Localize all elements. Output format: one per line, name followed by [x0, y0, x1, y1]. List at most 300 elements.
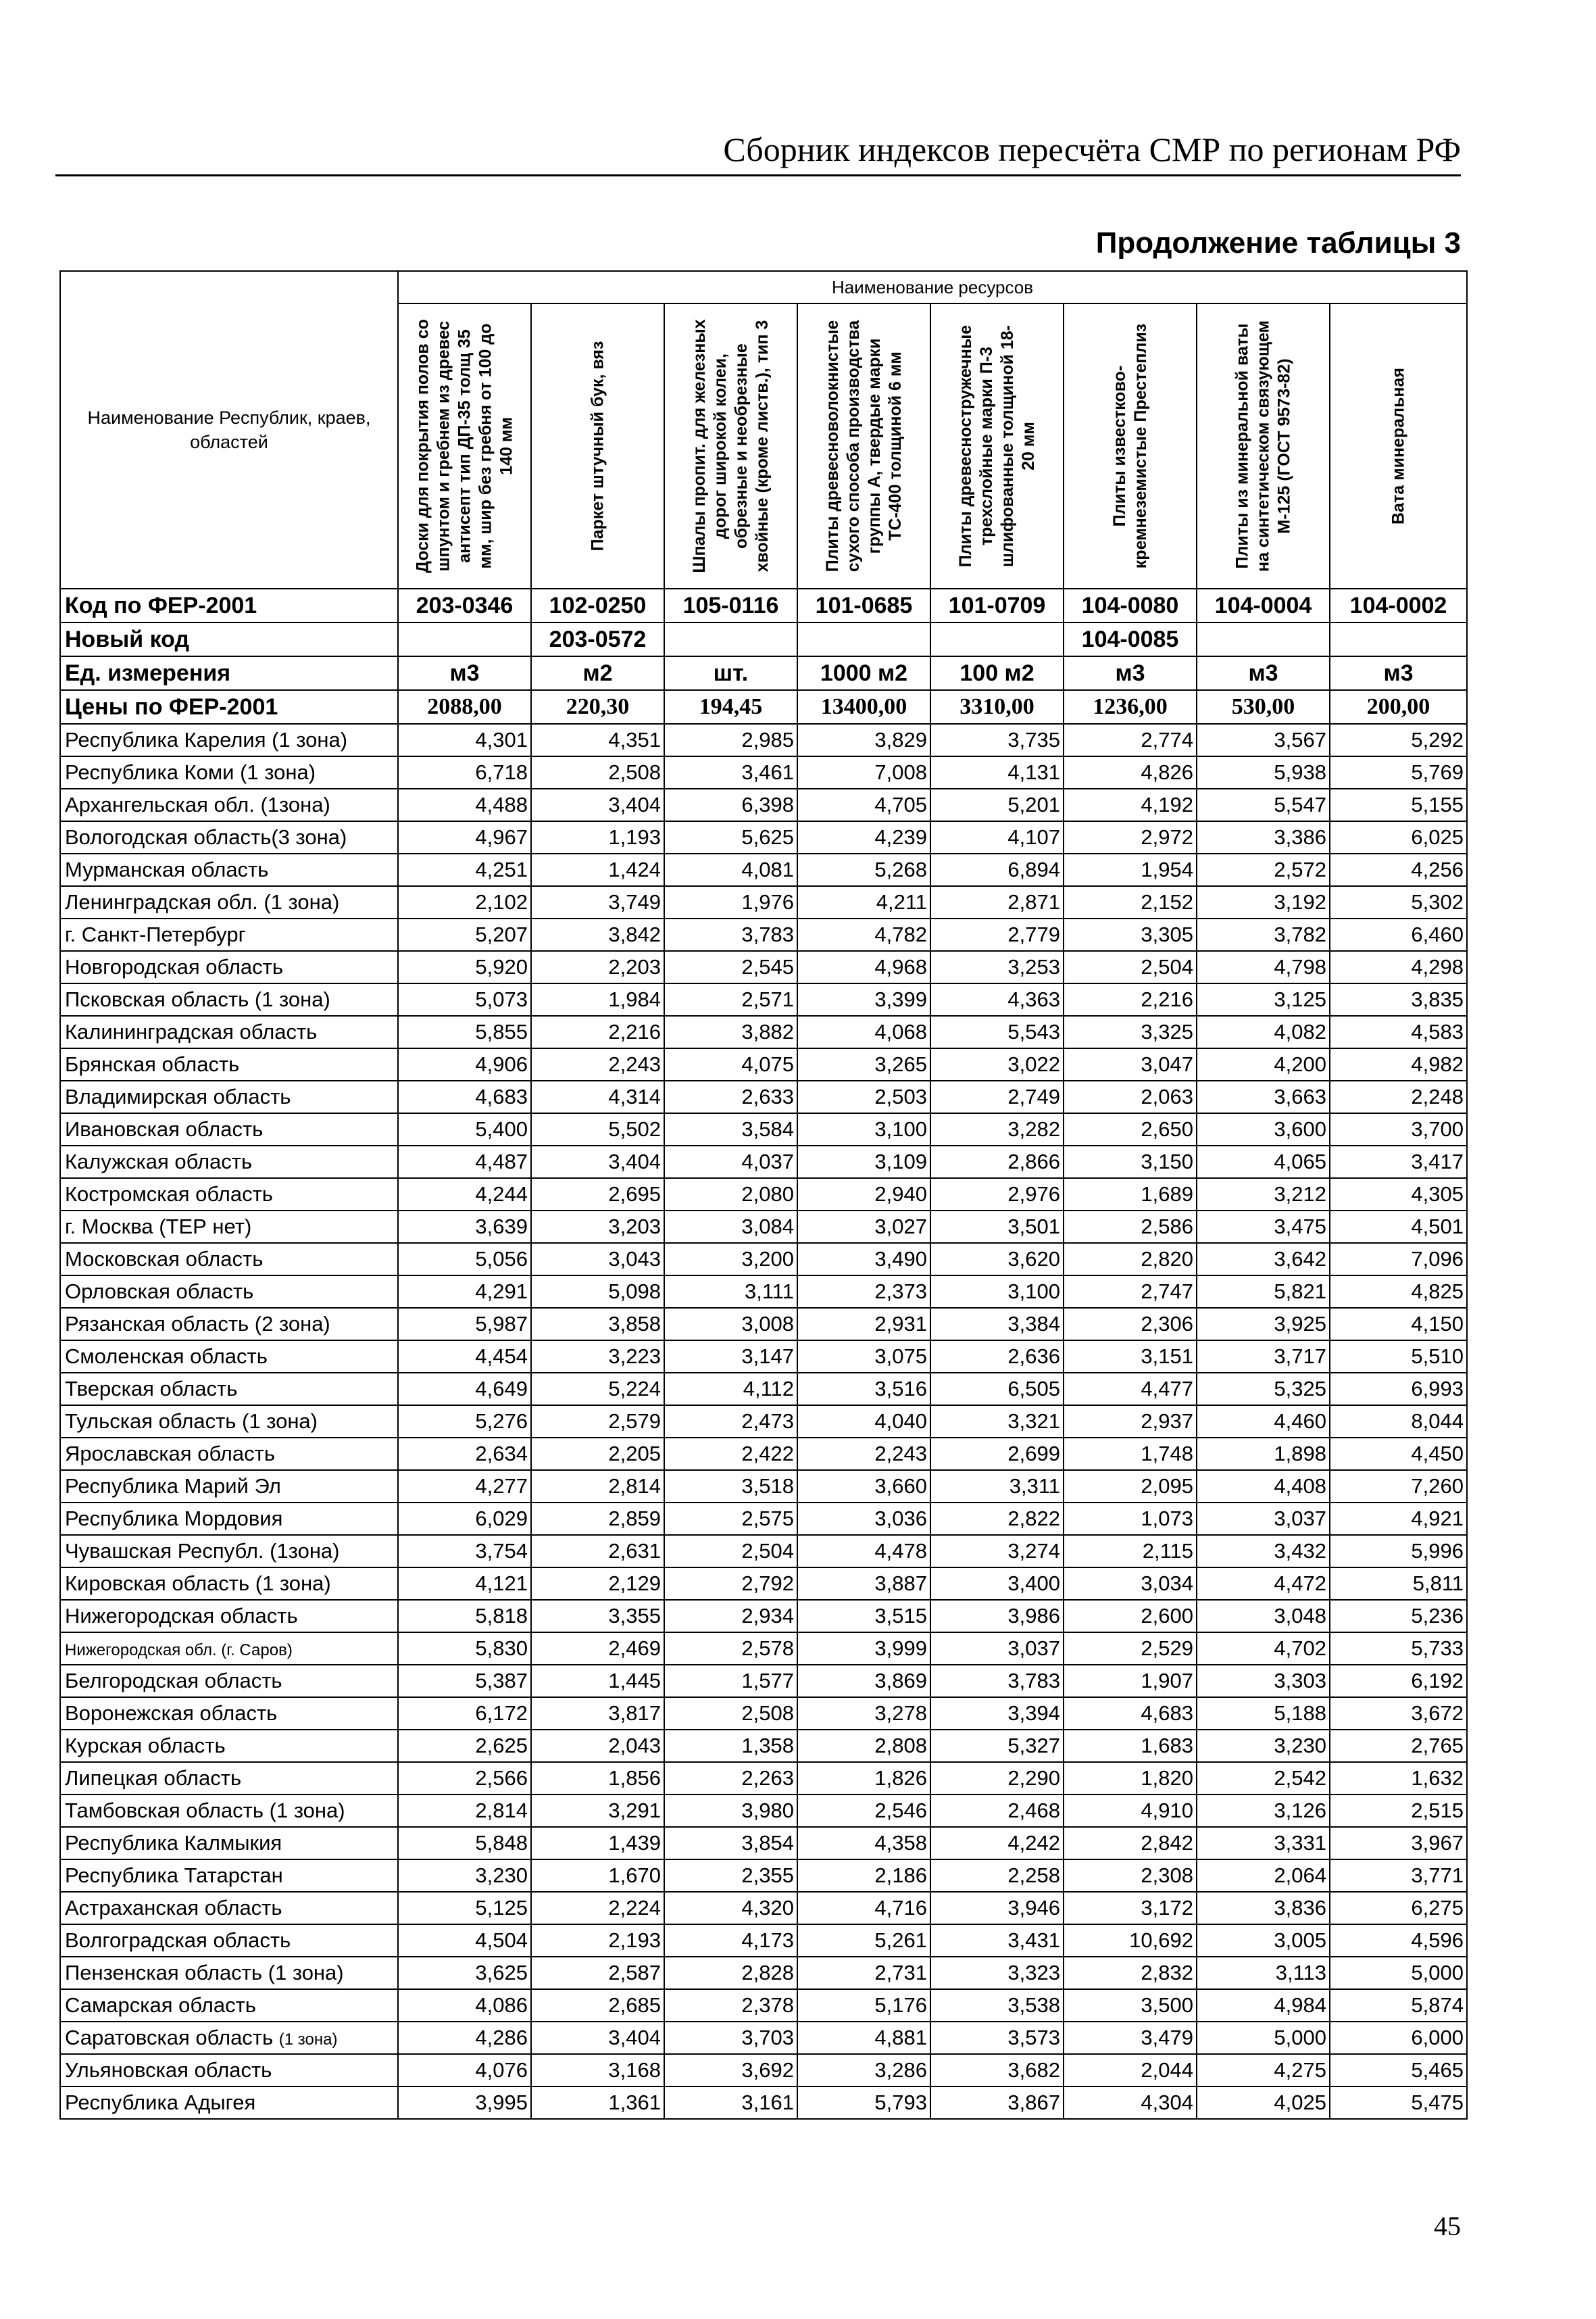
region-name-cell — [60, 1665, 398, 1697]
index-value-cell: 3,005 — [1197, 1924, 1330, 1957]
index-value-cell: 4,131 — [930, 756, 1064, 789]
index-value-cell: 2,193 — [531, 1924, 664, 1957]
region-name-cell — [60, 1113, 398, 1146]
index-value-cell: 2,378 — [664, 1989, 797, 2022]
index-value-cell: 2,203 — [531, 951, 664, 983]
index-table — [59, 270, 1468, 2120]
region-name-cell — [60, 756, 398, 789]
region-name-cell — [60, 1567, 398, 1600]
region-name-cell — [60, 1340, 398, 1373]
meta-cell — [1197, 623, 1330, 656]
region-name: Республика Марий Эл — [65, 1474, 281, 1498]
index-value-cell: 3,126 — [1197, 1795, 1330, 1827]
region-name: Курская область — [65, 1734, 226, 1757]
region-name-cell — [60, 1762, 398, 1795]
index-value-cell: 7,096 — [1330, 1243, 1467, 1275]
index-value-cell: 2,546 — [797, 1795, 930, 1827]
index-value-cell: 2,940 — [797, 1178, 930, 1211]
index-value-cell: 2,871 — [930, 886, 1064, 919]
table-row — [60, 1697, 1467, 1730]
index-value-cell: 3,265 — [797, 1048, 930, 1081]
meta-cell: 1000 м2 — [797, 656, 930, 690]
index-value-cell: 2,972 — [1064, 821, 1197, 854]
index-value-cell: 1,898 — [1197, 1438, 1330, 1470]
meta-cell: 13400,00 — [797, 690, 930, 724]
index-value-cell: 2,650 — [1064, 1113, 1197, 1146]
index-value-cell: 2,508 — [531, 756, 664, 789]
index-value-cell: 2,779 — [930, 919, 1064, 951]
region-name: Самарская область — [65, 1993, 256, 2017]
table-row — [60, 1178, 1467, 1211]
index-value-cell: 2,503 — [797, 1081, 930, 1113]
index-value-cell: 6,505 — [930, 1373, 1064, 1405]
index-value-cell: 7,008 — [797, 756, 930, 789]
index-value-cell: 2,422 — [664, 1438, 797, 1470]
index-value-cell: 3,212 — [1197, 1178, 1330, 1211]
region-name: г. Санкт-Петербург — [65, 923, 246, 946]
index-value-cell: 4,025 — [1197, 2086, 1330, 2119]
index-value-cell: 4,275 — [1197, 2054, 1330, 2086]
index-value-cell: 3,479 — [1064, 2022, 1197, 2054]
index-value-cell: 2,634 — [398, 1438, 531, 1470]
region-name: Нижегородская обл. (г. Саров) — [65, 1641, 293, 1659]
index-value-cell: 1,073 — [1064, 1503, 1197, 1535]
region-name: Белгородская область — [65, 1669, 282, 1692]
meta-cell: м3 — [1064, 656, 1197, 690]
index-value-cell: 3,854 — [664, 1827, 797, 1859]
region-name-cell — [60, 1211, 398, 1243]
index-value-cell: 5,830 — [398, 1632, 531, 1665]
index-value-cell: 5,224 — [531, 1373, 664, 1405]
index-value-cell: 5,155 — [1330, 789, 1467, 821]
index-value-cell: 3,111 — [664, 1275, 797, 1308]
index-value-cell: 6,172 — [398, 1697, 531, 1730]
index-value-cell: 4,408 — [1197, 1470, 1330, 1503]
table-row — [60, 1892, 1467, 1924]
table-row — [60, 1730, 1467, 1762]
index-value-cell: 2,828 — [664, 1957, 797, 1989]
table-row — [60, 1308, 1467, 1340]
index-value-cell: 3,817 — [531, 1697, 664, 1730]
index-value-cell: 4,244 — [398, 1178, 531, 1211]
index-value-cell: 5,387 — [398, 1665, 531, 1697]
index-value-cell: 5,302 — [1330, 886, 1467, 919]
region-name-cell — [60, 886, 398, 919]
index-value-cell: 2,263 — [664, 1762, 797, 1795]
index-value-cell: 1,445 — [531, 1665, 664, 1697]
index-value-cell: 3,047 — [1064, 1048, 1197, 1081]
index-value-cell: 3,538 — [930, 1989, 1064, 2022]
index-value-cell: 2,473 — [664, 1405, 797, 1438]
region-name-cell — [60, 1405, 398, 1438]
index-value-cell: 3,692 — [664, 2054, 797, 2086]
index-value-cell: 2,308 — [1064, 1859, 1197, 1892]
index-value-cell: 6,894 — [930, 854, 1064, 886]
index-value-cell: 3,331 — [1197, 1827, 1330, 1859]
meta-rows — [60, 589, 1467, 724]
table-row — [60, 1016, 1467, 1048]
table-row — [60, 821, 1467, 854]
region-name-cell — [60, 1535, 398, 1567]
meta-row — [60, 589, 1467, 623]
index-value-cell: 2,290 — [930, 1762, 1064, 1795]
index-value-cell: 4,454 — [398, 1340, 531, 1373]
index-value-cell: 6,025 — [1330, 821, 1467, 854]
index-value-cell: 3,500 — [1064, 1989, 1197, 2022]
index-value-cell: 3,584 — [664, 1113, 797, 1146]
table-row — [60, 886, 1467, 919]
index-value-cell: 3,161 — [664, 2086, 797, 2119]
table-row — [60, 1600, 1467, 1632]
resource-column-header-text: Вата минеральная — [1389, 368, 1407, 524]
index-value-cell: 4,363 — [930, 983, 1064, 1016]
meta-cell: 101-0709 — [930, 589, 1064, 623]
resource-column-header — [531, 303, 664, 589]
index-value-cell: 1,984 — [531, 983, 664, 1016]
region-name-cell — [60, 2022, 398, 2054]
index-value-cell: 2,814 — [531, 1470, 664, 1503]
index-value-cell: 3,084 — [664, 1211, 797, 1243]
index-value-cell: 3,168 — [531, 2054, 664, 2086]
index-value-cell: 2,600 — [1064, 1600, 1197, 1632]
index-value-cell: 4,298 — [1330, 951, 1467, 983]
index-value-cell: 2,115 — [1064, 1535, 1197, 1567]
index-value-cell: 4,826 — [1064, 756, 1197, 789]
index-value-cell: 3,400 — [930, 1567, 1064, 1600]
index-value-cell: 3,573 — [930, 2022, 1064, 2054]
table-row — [60, 1211, 1467, 1243]
region-name-cell — [60, 951, 398, 983]
meta-cell: 3310,00 — [930, 690, 1064, 724]
index-value-cell: 6,993 — [1330, 1373, 1467, 1405]
index-value-cell: 3,946 — [930, 1892, 1064, 1924]
index-value-cell: 2,814 — [398, 1795, 531, 1827]
region-name: Кировская область (1 зона) — [65, 1571, 331, 1595]
index-value-cell: 3,147 — [664, 1340, 797, 1373]
region-name: Республика Карелия (1 зона) — [65, 728, 348, 752]
region-name-cell — [60, 2054, 398, 2086]
index-value-cell: 4,450 — [1330, 1438, 1467, 1470]
index-value-cell: 3,999 — [797, 1632, 930, 1665]
index-value-cell: 5,811 — [1330, 1567, 1467, 1600]
index-value-cell: 3,125 — [1197, 983, 1330, 1016]
index-value-cell: 5,000 — [1330, 1957, 1467, 1989]
region-name: Ивановская область — [65, 1117, 264, 1141]
index-value-cell: 2,934 — [664, 1600, 797, 1632]
region-name: Владимирская область — [65, 1085, 291, 1108]
index-value-cell: 1,856 — [531, 1762, 664, 1795]
meta-row — [60, 623, 1467, 656]
region-name-cell — [60, 1989, 398, 2022]
index-value-cell: 5,201 — [930, 789, 1064, 821]
region-name: Волгоградская область — [65, 1928, 291, 1952]
resource-column-header — [1330, 303, 1467, 589]
region-name-cell — [60, 1795, 398, 1827]
index-value-cell: 4,075 — [664, 1048, 797, 1081]
table-row — [60, 789, 1467, 821]
index-value-cell: 2,129 — [531, 1567, 664, 1600]
index-value-cell: 5,510 — [1330, 1340, 1467, 1373]
index-value-cell: 2,985 — [664, 724, 797, 756]
region-name: Мурманская область — [65, 858, 269, 881]
index-value-cell: 3,700 — [1330, 1113, 1467, 1146]
index-value-cell: 1,632 — [1330, 1762, 1467, 1795]
region-name: Астраханская область — [65, 1896, 282, 1920]
index-value-cell: 2,859 — [531, 1503, 664, 1535]
index-value-cell: 4,921 — [1330, 1503, 1467, 1535]
index-value-cell: 3,829 — [797, 724, 930, 756]
index-value-cell: 3,291 — [531, 1795, 664, 1827]
index-value-cell: 3,461 — [664, 756, 797, 789]
index-value-cell: 2,699 — [930, 1438, 1064, 1470]
index-value-cell: 2,095 — [1064, 1470, 1197, 1503]
data-rows — [60, 724, 1467, 2119]
index-value-cell: 5,793 — [797, 2086, 930, 2119]
index-value-cell: 2,631 — [531, 1535, 664, 1567]
region-name: Тверская область — [65, 1377, 238, 1400]
index-value-cell: 3,286 — [797, 2054, 930, 2086]
index-value-cell: 2,044 — [1064, 2054, 1197, 2086]
index-value-cell: 3,325 — [1064, 1016, 1197, 1048]
region-name: Чувашская Республ. (1зона) — [65, 1539, 340, 1563]
index-value-cell: 2,731 — [797, 1957, 930, 1989]
index-value-cell: 3,113 — [1197, 1957, 1330, 1989]
index-value-cell: 1,577 — [664, 1665, 797, 1697]
index-value-cell: 3,305 — [1064, 919, 1197, 951]
table-row — [60, 919, 1467, 951]
index-value-cell: 2,586 — [1064, 1211, 1197, 1243]
table-row — [60, 854, 1467, 886]
index-value-cell: 4,112 — [664, 1373, 797, 1405]
index-value-cell: 2,820 — [1064, 1243, 1197, 1275]
table-caption: Продолжение таблицы 3 — [1095, 226, 1461, 260]
index-value-cell: 4,239 — [797, 821, 930, 854]
region-name: Вологодская область(3 зона) — [65, 825, 347, 849]
region-name: Воронежская область — [65, 1701, 278, 1725]
index-value-cell: 5,547 — [1197, 789, 1330, 821]
index-value-cell: 3,037 — [930, 1632, 1064, 1665]
index-value-cell: 3,518 — [664, 1470, 797, 1503]
index-value-cell: 2,306 — [1064, 1308, 1197, 1340]
region-name-cell — [60, 1470, 398, 1503]
index-value-cell: 3,867 — [930, 2086, 1064, 2119]
index-value-cell: 3,278 — [797, 1697, 930, 1730]
table-row — [60, 1859, 1467, 1892]
index-value-cell: 2,774 — [1064, 724, 1197, 756]
index-value-cell: 3,986 — [930, 1600, 1064, 1632]
index-value-cell: 2,747 — [1064, 1275, 1197, 1308]
index-value-cell: 3,717 — [1197, 1340, 1330, 1373]
index-value-cell: 1,954 — [1064, 854, 1197, 886]
index-value-cell: 5,543 — [930, 1016, 1064, 1048]
index-value-cell: 7,260 — [1330, 1470, 1467, 1503]
index-value-cell: 4,076 — [398, 2054, 531, 2086]
index-value-cell: 2,749 — [930, 1081, 1064, 1113]
meta-cell: шт. — [664, 656, 797, 690]
index-value-cell: 3,490 — [797, 1243, 930, 1275]
index-value-cell: 5,938 — [1197, 756, 1330, 789]
index-value-cell: 2,469 — [531, 1632, 664, 1665]
table-row — [60, 724, 1467, 756]
index-value-cell: 5,400 — [398, 1113, 531, 1146]
region-name: Калужская область — [65, 1150, 253, 1173]
index-value-cell: 2,685 — [531, 1989, 664, 2022]
index-value-cell: 3,037 — [1197, 1503, 1330, 1535]
index-value-cell: 3,355 — [531, 1600, 664, 1632]
table-row — [60, 2054, 1467, 2086]
region-name-cell — [60, 1892, 398, 1924]
table-row — [60, 1373, 1467, 1405]
index-value-cell: 4,305 — [1330, 1178, 1467, 1211]
region-name-cell — [60, 1600, 398, 1632]
index-value-cell: 1,907 — [1064, 1665, 1197, 1697]
index-value-cell: 3,835 — [1330, 983, 1467, 1016]
index-value-cell: 3,882 — [664, 1016, 797, 1048]
meta-cell: 2088,00 — [398, 690, 531, 724]
resource-column-header-text: Плиты древесностружечные трехслойные марки П-3 шлифованные толщиной 18-20 мм — [955, 324, 1038, 568]
table-row — [60, 1048, 1467, 1081]
index-value-cell: 3,995 — [398, 2086, 531, 2119]
table-row — [60, 1275, 1467, 1308]
index-value-cell: 5,000 — [1197, 2022, 1330, 2054]
meta-cell — [664, 623, 797, 656]
index-value-cell: 5,821 — [1197, 1275, 1330, 1308]
index-value-cell: 3,703 — [664, 2022, 797, 2054]
index-value-cell: 3,022 — [930, 1048, 1064, 1081]
index-value-cell: 5,073 — [398, 983, 531, 1016]
meta-cell: 203-0572 — [531, 623, 664, 656]
region-name: Республика Коми (1 зона) — [65, 760, 316, 784]
index-value-cell: 3,100 — [797, 1113, 930, 1146]
index-value-cell: 4,040 — [797, 1405, 930, 1438]
index-value-cell: 3,311 — [930, 1470, 1064, 1503]
index-value-cell: 5,188 — [1197, 1697, 1330, 1730]
index-value-cell: 4,286 — [398, 2022, 531, 2054]
index-value-cell: 3,200 — [664, 1243, 797, 1275]
meta-row-label: Цены по ФЕР-2001 — [60, 690, 398, 724]
index-value-cell: 2,842 — [1064, 1827, 1197, 1859]
resource-column-header-text: Паркет штучный бук, вяз — [588, 341, 607, 552]
index-value-cell: 2,808 — [797, 1730, 930, 1762]
resource-group-header: Наименование ресурсов — [398, 271, 1467, 303]
index-value-cell: 2,633 — [664, 1081, 797, 1113]
index-value-cell: 3,404 — [531, 789, 664, 821]
region-name: Саратовская область — [65, 2026, 274, 2049]
index-value-cell: 3,150 — [1064, 1146, 1197, 1178]
index-value-cell: 4,068 — [797, 1016, 930, 1048]
region-name: Калининградская область — [65, 1020, 318, 1044]
index-value-cell: 1,358 — [664, 1730, 797, 1762]
index-value-cell: 3,323 — [930, 1957, 1064, 1989]
index-value-cell: 4,472 — [1197, 1567, 1330, 1600]
index-value-cell: 5,874 — [1330, 1989, 1467, 2022]
region-name-cell — [60, 1016, 398, 1048]
meta-cell: м3 — [398, 656, 531, 690]
index-value-cell: 3,639 — [398, 1211, 531, 1243]
index-value-cell: 5,920 — [398, 951, 531, 983]
index-value-cell: 4,304 — [1064, 2086, 1197, 2119]
index-value-cell: 5,625 — [664, 821, 797, 854]
index-value-cell: 4,825 — [1330, 1275, 1467, 1308]
index-value-cell: 1,820 — [1064, 1762, 1197, 1795]
table-row — [60, 1438, 1467, 1470]
index-value-cell: 4,982 — [1330, 1048, 1467, 1081]
region-name-cell — [60, 1146, 398, 1178]
index-value-cell: 3,043 — [531, 1243, 664, 1275]
region-name: Республика Калмыкия — [65, 1831, 282, 1855]
region-name: Костромская область — [65, 1182, 273, 1206]
table-row — [60, 983, 1467, 1016]
meta-cell — [930, 623, 1064, 656]
index-value-cell: 1,976 — [664, 886, 797, 919]
index-value-cell: 1,689 — [1064, 1178, 1197, 1211]
table-row — [60, 1924, 1467, 1957]
index-value-cell: 2,695 — [531, 1178, 664, 1211]
region-name: Тульская область (1 зона) — [65, 1409, 318, 1433]
index-value-cell: 2,186 — [797, 1859, 930, 1892]
index-value-cell: 3,783 — [664, 919, 797, 951]
index-value-cell: 4,081 — [664, 854, 797, 886]
resource-column-header-text: Плиты древесноволокнистые сухого способа производства группы А, твердые марки ТС-400 толщиной 6 мм — [822, 320, 905, 572]
index-value-cell: 4,504 — [398, 1924, 531, 1957]
index-value-cell: 3,386 — [1197, 821, 1330, 854]
index-value-cell: 3,682 — [930, 2054, 1064, 2086]
table-row — [60, 1567, 1467, 1600]
index-value-cell: 3,869 — [797, 1665, 930, 1697]
index-value-cell: 2,355 — [664, 1859, 797, 1892]
index-value-cell: 6,000 — [1330, 2022, 1467, 2054]
region-name: Брянская область — [65, 1052, 240, 1076]
index-value-cell: 2,572 — [1197, 854, 1330, 886]
meta-cell: 105-0116 — [664, 589, 797, 623]
index-value-cell: 4,881 — [797, 2022, 930, 2054]
index-value-cell: 3,771 — [1330, 1859, 1467, 1892]
index-value-cell: 3,475 — [1197, 1211, 1330, 1243]
table-row — [60, 1503, 1467, 1535]
index-value-cell: 3,600 — [1197, 1113, 1330, 1146]
table-row — [60, 1243, 1467, 1275]
index-value-cell: 2,566 — [398, 1762, 531, 1795]
index-value-cell: 5,125 — [398, 1892, 531, 1924]
resource-column-header — [797, 303, 930, 589]
region-name: г. Москва (ТЕР нет) — [65, 1215, 252, 1238]
index-value-cell: 2,575 — [664, 1503, 797, 1535]
index-value-cell: 3,075 — [797, 1340, 930, 1373]
meta-cell: 104-0085 — [1064, 623, 1197, 656]
meta-cell — [797, 623, 930, 656]
index-value-cell: 3,399 — [797, 983, 930, 1016]
index-value-cell: 4,501 — [1330, 1211, 1467, 1243]
page-number: 45 — [1434, 2211, 1461, 2241]
index-value-cell: 5,996 — [1330, 1535, 1467, 1567]
region-name-cell — [60, 1924, 398, 1957]
index-value-cell: 2,216 — [1064, 983, 1197, 1016]
index-value-cell: 4,488 — [398, 789, 531, 821]
index-value-cell: 6,718 — [398, 756, 531, 789]
index-value-cell: 4,798 — [1197, 951, 1330, 983]
index-value-cell: 5,056 — [398, 1243, 531, 1275]
table-row — [60, 1340, 1467, 1373]
index-value-cell: 3,925 — [1197, 1308, 1330, 1340]
index-value-cell: 5,325 — [1197, 1373, 1330, 1405]
index-value-cell: 3,274 — [930, 1535, 1064, 1567]
region-name: Рязанская область (2 зона) — [65, 1312, 330, 1336]
region-name-cell — [60, 1308, 398, 1340]
index-value-cell: 2,515 — [1330, 1795, 1467, 1827]
region-name-cell — [60, 1081, 398, 1113]
resource-column-header-text: Шпалы пропит. для железных дорог широкой колеи, обрезные и необрезные хвойные (кроме листв.), тип 3 — [689, 319, 772, 573]
table-row — [60, 2086, 1467, 2119]
